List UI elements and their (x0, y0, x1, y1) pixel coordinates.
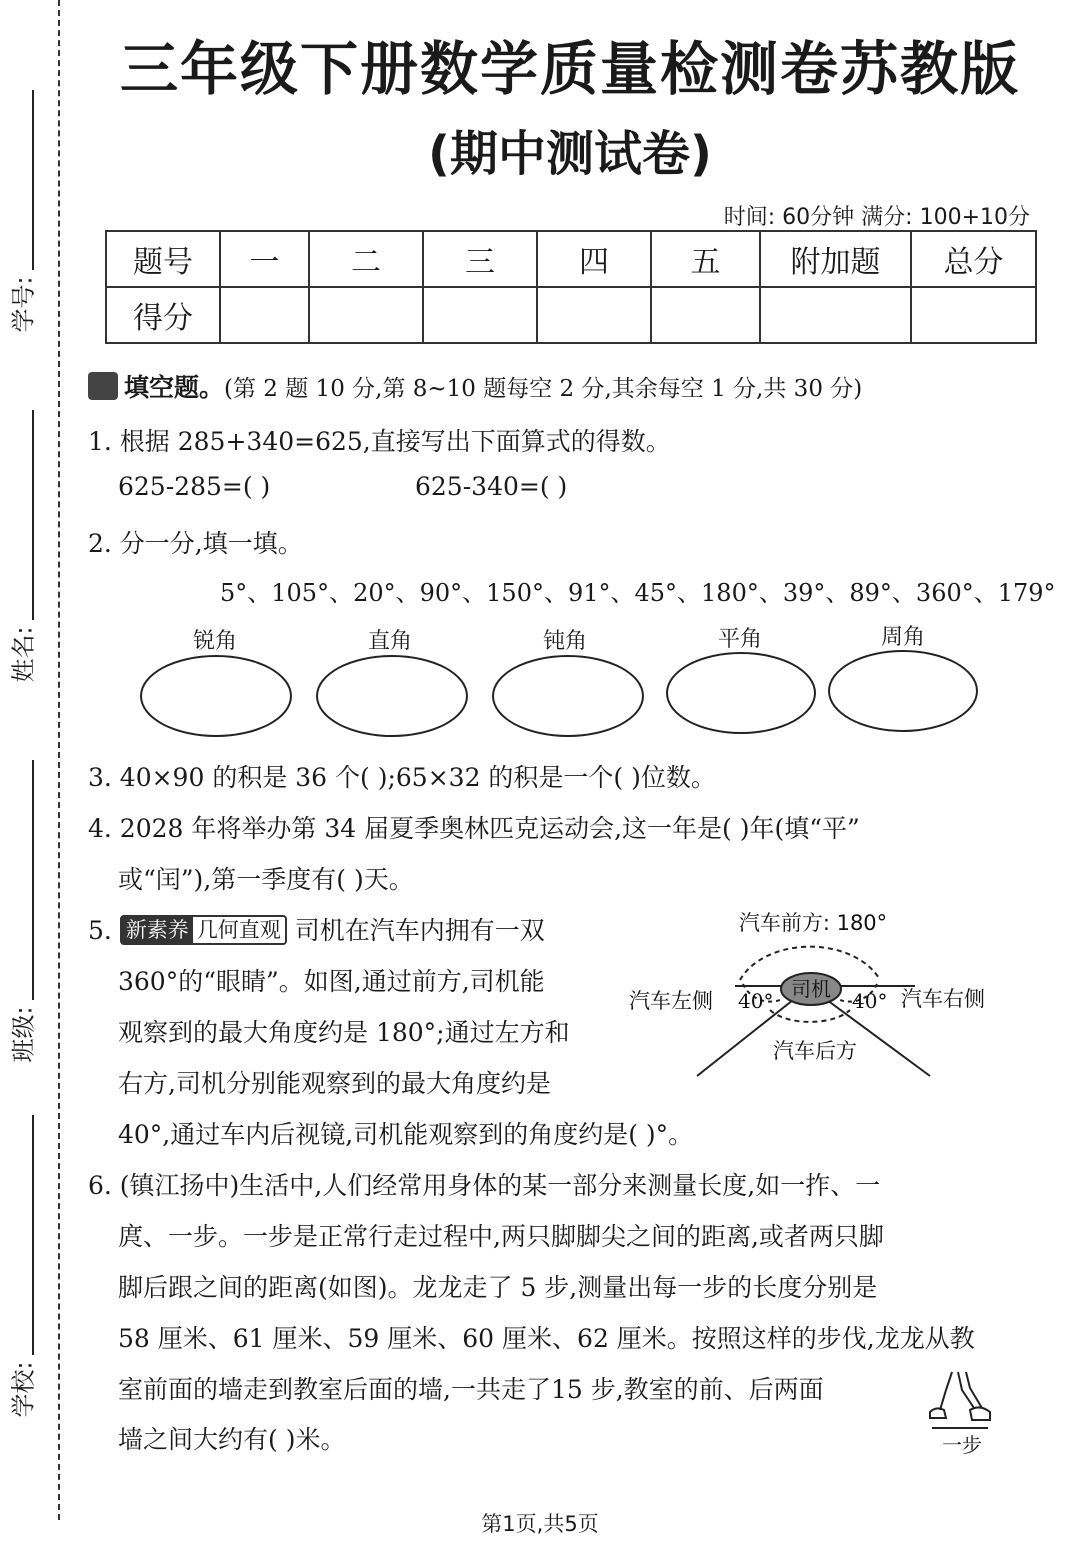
section-title: 填空题。 (124, 373, 225, 402)
q1-blank-b[interactable]: 625-340=( ) (415, 472, 568, 501)
oval-round[interactable] (828, 650, 978, 732)
name-line (32, 410, 34, 620)
oval-label-straight: 平角 (717, 627, 762, 652)
diagram-back-label: 汽车后方 (773, 1039, 857, 1063)
question-6-line5: 室前面的墙走到教室后面的墙,一共走了15 步,教室的前、后两面 (118, 1375, 824, 1404)
q5-tag (120, 915, 287, 945)
table-cell: 三 (423, 231, 537, 287)
oval-label-round: 周角 (880, 625, 925, 650)
table-cell: 附加题 (760, 231, 911, 287)
name-label: 姓名: (9, 626, 38, 683)
diagram-right-angle: 40° (852, 989, 888, 1013)
diagram-left-angle: 40° (738, 989, 774, 1013)
table-cell: 四 (537, 231, 651, 287)
question-4-line2: 或“闰”),第一季度有( )天。 (118, 865, 414, 894)
back-view-arc (770, 1010, 850, 1022)
step-figure (922, 1368, 1004, 1460)
left-shoe-icon (930, 1408, 946, 1418)
table-cell: 一 (220, 231, 309, 287)
cut-line (58, 0, 60, 1520)
q5-text-line1: 司机在汽车内拥有一双 (294, 916, 545, 945)
angle-list: 5°、105°、20°、90°、150°、91°、45°、180°、39°、89°、360°、179° (220, 579, 1056, 607)
question-2: 2. 分一分,填一填。 (88, 529, 303, 558)
class-label: 班级: (9, 1006, 38, 1063)
q5-tag-topic: 几何直观 (196, 918, 281, 942)
score-table (105, 230, 1037, 344)
class-line (32, 760, 34, 1000)
school-line (32, 1115, 34, 1355)
score-input-cell[interactable] (537, 287, 651, 343)
question-5-line2: 360°的“眼睛”。如图,通过前方,司机能 (118, 967, 545, 996)
oval-right[interactable] (316, 655, 468, 737)
time-info: 时间: 60分钟 满分: 100+10分 (723, 205, 1030, 230)
oval-label-obtuse: 钝角 (542, 629, 587, 654)
table-cell: 总分 (911, 231, 1036, 287)
score-input-cell[interactable] (760, 287, 911, 343)
score-input-cell[interactable] (651, 287, 760, 343)
table-cell: 五 (651, 231, 760, 287)
driver-view-diagram (625, 900, 1025, 1090)
score-table-score-row (106, 287, 1036, 343)
section-number-badge (88, 372, 118, 400)
oval-label-right: 直角 (367, 629, 412, 654)
oval-label-acute: 锐角 (192, 629, 237, 654)
q5-number: 5. (88, 916, 112, 945)
q1-blank-a[interactable]: 625-285=( ) (118, 472, 271, 501)
right-shoe-icon (970, 1407, 990, 1420)
question-5-line4: 右方,司机分别能观察到的最大角度约是 (118, 1069, 551, 1098)
walking-legs-icon (940, 1372, 982, 1410)
diagram-front-label: 汽车前方: 180° (738, 911, 888, 935)
score-table-header-row (106, 231, 1036, 287)
page-subtitle: (期中测试卷) (428, 126, 712, 182)
question-6-line3: 脚后跟之间的距离(如图)。龙龙走了 5 步,测量出每一步的长度分别是 (118, 1273, 878, 1302)
question-5-line5: 40°,通过车内后视镜,司机能观察到的角度约是( )°。 (118, 1120, 694, 1149)
question-1: 1. 根据 285+340=625,直接写出下面算式的得数。 (88, 427, 671, 456)
school-label: 学校: (9, 1361, 38, 1418)
score-input-cell[interactable] (423, 287, 537, 343)
oval-acute[interactable] (140, 655, 292, 737)
oval-obtuse[interactable] (492, 655, 644, 737)
section-heading (88, 368, 862, 404)
page-number: 第1页,共5页 (481, 1512, 599, 1536)
question-6-line6: 墙之间大约有( )米。 (118, 1425, 346, 1454)
question-6-line2: 庹、一步。一步是正常行走过程中,两只脚脚尖之间的距离,或者两只脚 (118, 1222, 884, 1251)
question-6-line4: 58 厘米、61 厘米、59 厘米、60 厘米、62 厘米。按照这样的步伐,龙龙从教 (118, 1324, 975, 1353)
score-input-cell[interactable] (911, 287, 1036, 343)
question-3: 3. 40×90 的积是 36 个( );65×32 的积是一个( )位数。 (88, 763, 716, 792)
diagram-driver-label: 司机 (791, 977, 831, 1001)
step-figure-label: 一步 (942, 1433, 982, 1457)
diagram-left-label: 汽车左侧 (629, 989, 713, 1013)
score-input-cell[interactable] (309, 287, 423, 343)
table-cell: 二 (309, 231, 423, 287)
question-4-line1: 4. 2028 年将举办第 34 届夏季奥林匹克运动会,这一年是( )年(填“平” (88, 814, 860, 843)
score-input-cell[interactable] (220, 287, 309, 343)
student-no-label: 学号: (9, 276, 38, 333)
page-title: 三年级下册数学质量检测卷苏教版 (119, 35, 1020, 103)
question-6-line1: 6. (镇江扬中)生活中,人们经常用身体的某一部分来测量长度,如一拃、一 (88, 1171, 881, 1200)
table-cell: 得分 (106, 287, 220, 343)
section-note: (第 2 题 10 分,第 8~10 题每空 2 分,其余每空 1 分,共 30 分) (224, 376, 863, 402)
q5-tag-core: 新素养 (122, 917, 193, 943)
question-5-line1 (88, 911, 545, 947)
diagram-right-label: 汽车右侧 (901, 987, 985, 1011)
student-no-line (32, 90, 34, 270)
question-5-line3: 观察到的最大角度约是 180°;通过左方和 (118, 1018, 570, 1047)
table-cell: 题号 (106, 231, 220, 287)
oval-straight[interactable] (666, 652, 816, 734)
